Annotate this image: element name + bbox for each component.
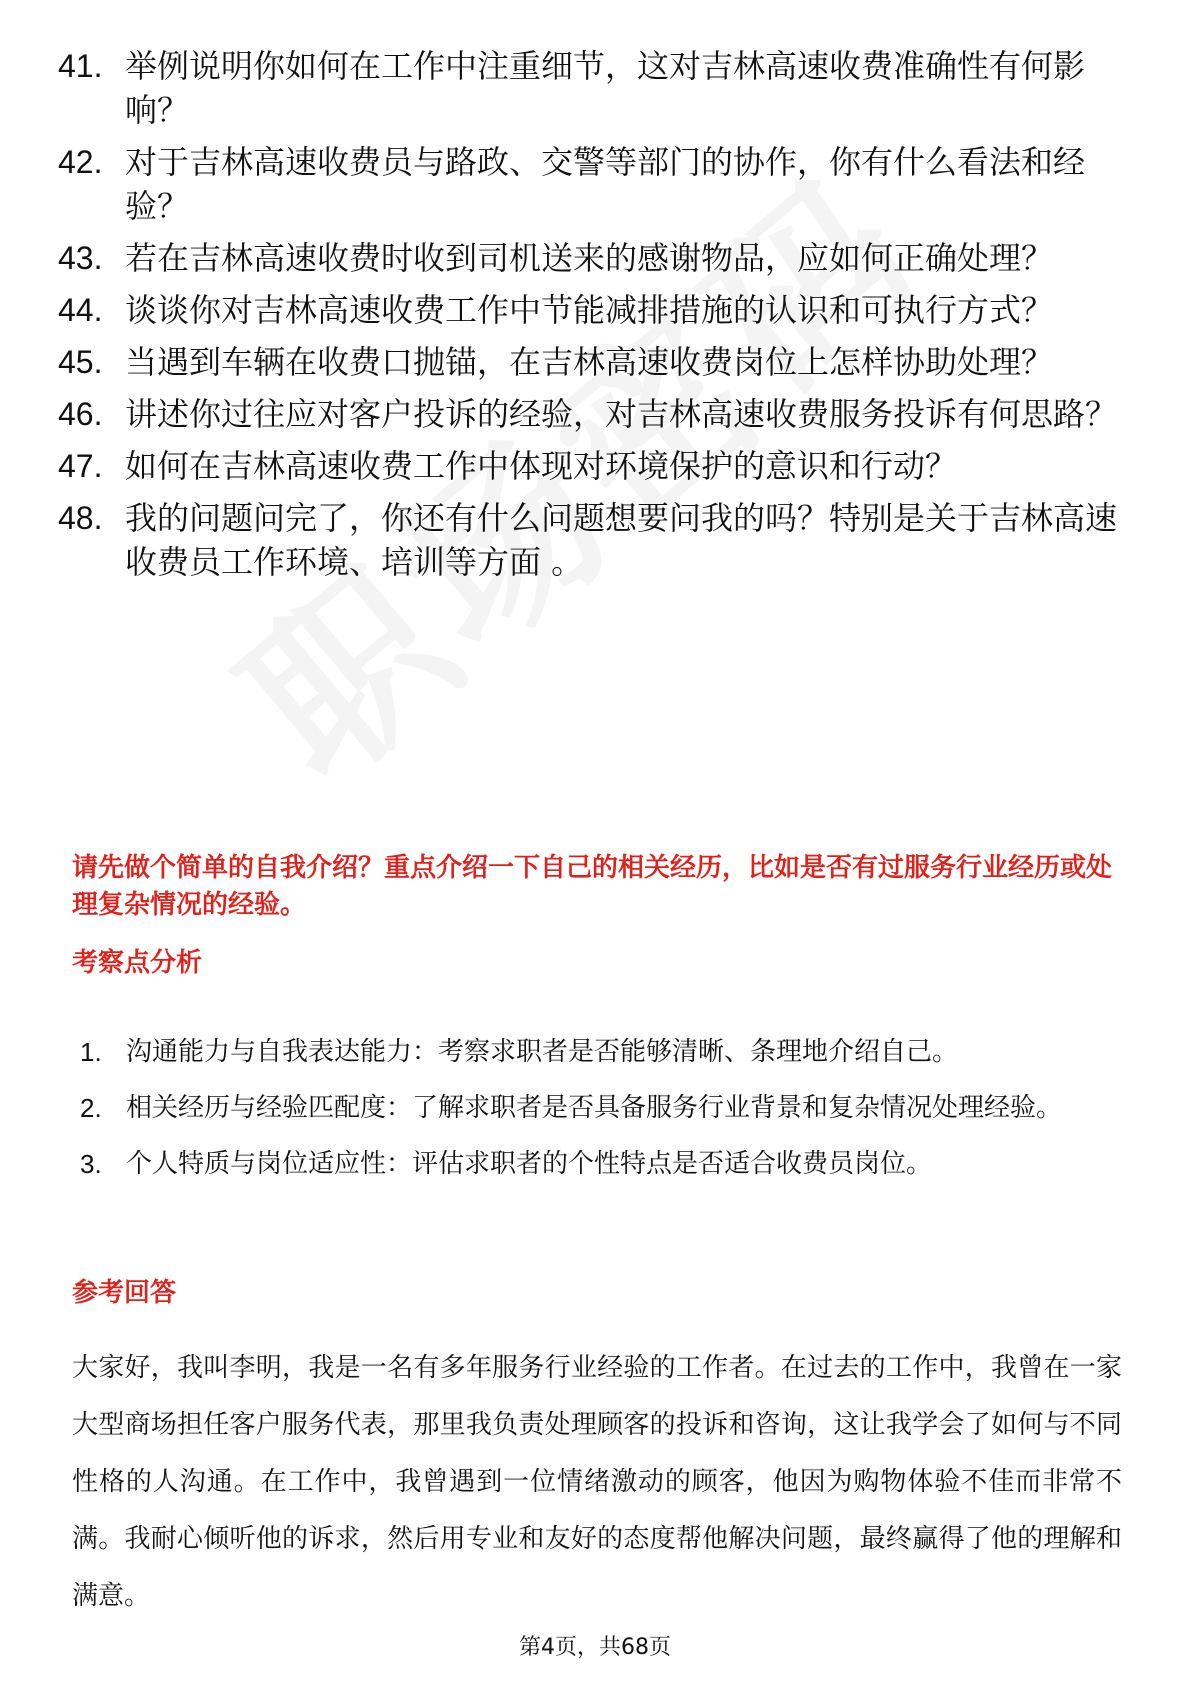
page-footer: 第4页，共68页 (519, 1635, 671, 1660)
question-number: 46. (58, 396, 103, 432)
question-text: 当遇到车辆在收费口抛锚，在吉林高速收费岗位上怎样协助处理？ (125, 343, 1054, 381)
question-number: 48. (58, 500, 103, 536)
question-item (58, 340, 1133, 384)
question-number: 44. (58, 292, 103, 328)
question-text: 谈谈你对吉林高速收费工作中节能减排措施的认识和可执行方式？ (125, 291, 1054, 329)
question-text: 若在吉林高速收费时收到司机送来的感谢物品，应如何正确处理？ (125, 239, 1054, 277)
question-number: 41. (58, 48, 103, 84)
question-text: 讲述你过往应对客户投诉的经验，对吉林高速收费服务投诉有何思路？ (125, 395, 1118, 433)
question-text: 对于吉林高速收费员与路政、交警等部门的协作，你有什么看法和经验？ (125, 143, 1086, 225)
question-text: 如何在吉林高速收费工作中体现对环境保护的意识和行动？ (125, 447, 958, 485)
question-number: 43. (58, 240, 103, 276)
question-number: 47. (58, 448, 103, 484)
question-item (58, 496, 1133, 584)
analysis-item (80, 1136, 1125, 1192)
analysis-text: 个人特质与岗位适应性：评估求职者的个性特点是否适合收费员岗位。 (126, 1149, 933, 1179)
analysis-number: 3. (80, 1149, 102, 1179)
analysis-item (80, 1024, 1125, 1080)
analysis-number: 1. (80, 1037, 102, 1067)
highlighted-question: 请先做个简单的自我介绍？重点介绍一下自己的相关经历，比如是否有过服务行业经历或处理复杂情况的经验。 (72, 853, 1113, 920)
question-item (58, 444, 1133, 488)
question-item (58, 44, 1133, 132)
question-item (58, 140, 1133, 228)
analysis-item (80, 1080, 1125, 1136)
question-item (58, 392, 1133, 436)
question-item (58, 288, 1133, 332)
analysis-heading: 考察点分析 (72, 948, 203, 978)
question-number: 45. (58, 344, 103, 380)
analysis-text: 相关经历与经验匹配度：了解求职者是否具备服务行业背景和复杂情况处理经验。 (126, 1093, 1063, 1123)
question-text: 举例说明你如何在工作中注重细节，这对吉林高速收费准确性有何影响？ (125, 47, 1086, 129)
reference-answer-text: 大家好，我叫李明，我是一名有多年服务行业经验的工作者。在过去的工作中，我曾在一家大型商场担任客户服务代表，那里我负责处理顾客的投诉和咨询，这让我学会了如何与不同性格的人沟通。在工作中，我曾遇到一位情绪激动的顾客，他因为购物体验不佳而非常不满。我耐心倾听他的诉求，然后用专业和友好的态度帮他解决问题，最终赢得了他的理解和满意。 (72, 1353, 1122, 1611)
question-number: 42. (58, 144, 103, 180)
question-item (58, 236, 1133, 280)
reference-answer-heading: 参考回答 (72, 1278, 177, 1308)
question-text: 我的问题问完了，你还有什么问题想要问我的吗？特别是关于吉林高速收费员工作环境、培训等方面 。 (125, 499, 1118, 581)
analysis-number: 2. (80, 1093, 102, 1123)
analysis-text: 沟通能力与自我表达能力：考察求职者是否能够清晰、条理地介绍自己。 (126, 1037, 959, 1067)
analysis-list (80, 1024, 1125, 1192)
question-list (58, 44, 1133, 592)
